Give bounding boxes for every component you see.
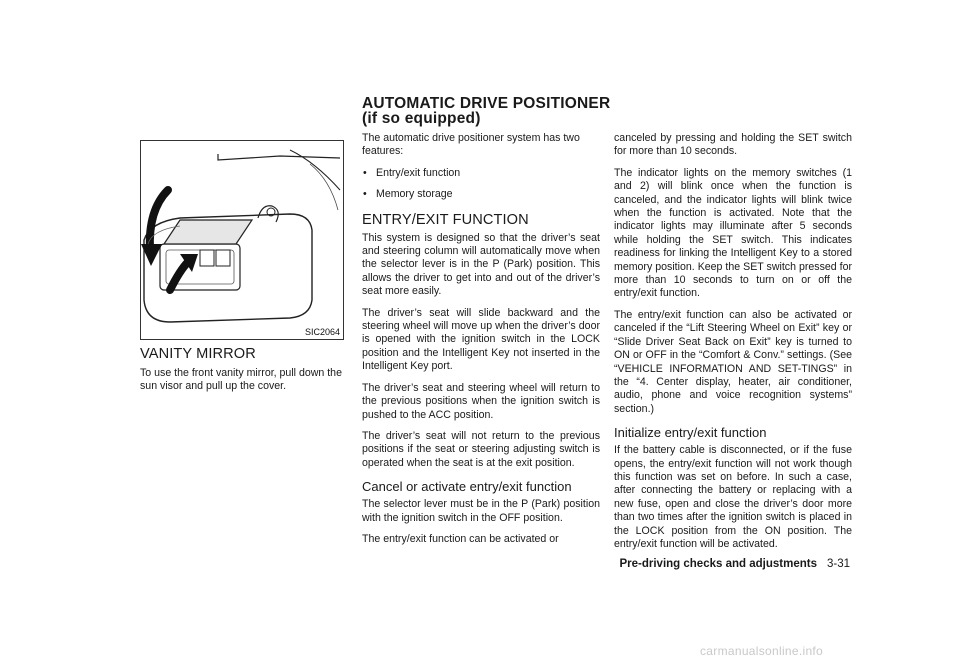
- automatic-drive-positioner-heading: AUTOMATIC DRIVE POSITIONER (if so equipped): [362, 95, 611, 127]
- paragraph: This system is designed so that the driver’s seat and steering column will automatically move when the selector lever is in the P (Park) position. This allows the driver to get into and out of the driver’s seat more easily.: [362, 231, 600, 298]
- vanity-mirror-section: [140, 346, 346, 394]
- entry-exit-heading: ENTRY/EXIT FUNCTION: [362, 211, 529, 228]
- page-number: 3-31: [826, 558, 850, 570]
- paragraph: The entry/exit function can be activated or: [362, 532, 559, 545]
- watermark: carmanualsonline.info: [700, 644, 824, 658]
- sun-visor-illustration: [140, 140, 344, 340]
- vanity-mirror-text: To use the front vanity mirror, pull down the sun visor and pull up the cover.: [140, 367, 342, 393]
- feature-label: Memory storage: [376, 188, 453, 201]
- cancel-activate-heading: Cancel or activate entry/exit function: [362, 479, 572, 495]
- bullet-mark: •: [363, 188, 367, 201]
- section-title: Pre-driving checks and adjustments: [619, 558, 817, 570]
- paragraph: The entry/exit function can also be activated or canceled if the “Lift Steering Wheel on Exit” key or “Slide Driver Seat Back on Exit” key is turned to ON or OFF in the “Comfort & Conv.” settings. (See “VEHICLE INFORMATION AND SET-TINGS” in the “4. Center display, heater, air conditioner, audio, phone and voice recognition systems” section.): [614, 308, 852, 415]
- middle-column: [362, 132, 600, 546]
- figure-caption: SIC2064: [304, 327, 340, 337]
- paragraph: The driver’s seat will not return to the previous positions if the seat or steering adjusting switch is operated when the seat is at the exit position.: [362, 429, 600, 469]
- right-column: [614, 132, 852, 551]
- feature-bullet: [362, 167, 600, 180]
- paragraph: canceled by pressing and holding the SET switch for more than 10 seconds.: [614, 132, 852, 158]
- bullet-mark: •: [363, 166, 367, 179]
- paragraph: The indicator lights on the memory switches (1 and 2) will blink once when the function is canceled, and the indicator lights will blink twice when the function is activated. Note that the indicator lights may illuminate after 5 seconds while holding the SET switch. This indicates readiness for linking the Intelligent Key to a stored memory position. Keep the SET switch pressed for more than 10 seconds to turn on or off the entry/exit function.: [614, 166, 852, 300]
- adp-intro: The automatic drive positioner system has two features:: [362, 132, 580, 158]
- paragraph: The selector lever must be in the P (Park) position with the ignition switch in the OFF position.: [362, 498, 600, 524]
- page-footer: [600, 558, 850, 570]
- sun-visor-drawing: [140, 140, 344, 340]
- feature-bullet: [362, 188, 600, 201]
- feature-label: Entry/exit function: [376, 166, 461, 179]
- paragraph: If the battery cable is disconnected, or if the fuse opens, the entry/exit function will not work though this function was set on before. In such a case, after connecting the battery or replacing with a new fuse, open and close the driver’s door more than two times after the ignition switch is placed in the LOCK position from the ON position. The entry/exit function will be activated.: [614, 444, 852, 550]
- paragraph: The driver’s seat will slide backward and the steering wheel will move up when the driver’s door is opened with the ignition switch in the LOCK position and the Intelligent Key not inserted in the Intelligent Key port.: [362, 306, 600, 373]
- vanity-mirror-heading: VANITY MIRROR: [140, 346, 256, 362]
- initialize-heading: Initialize entry/exit function: [614, 425, 767, 441]
- paragraph: The driver’s seat and steering wheel will return to the previous positions when the ignition switch is pushed to the ACC position.: [362, 381, 600, 421]
